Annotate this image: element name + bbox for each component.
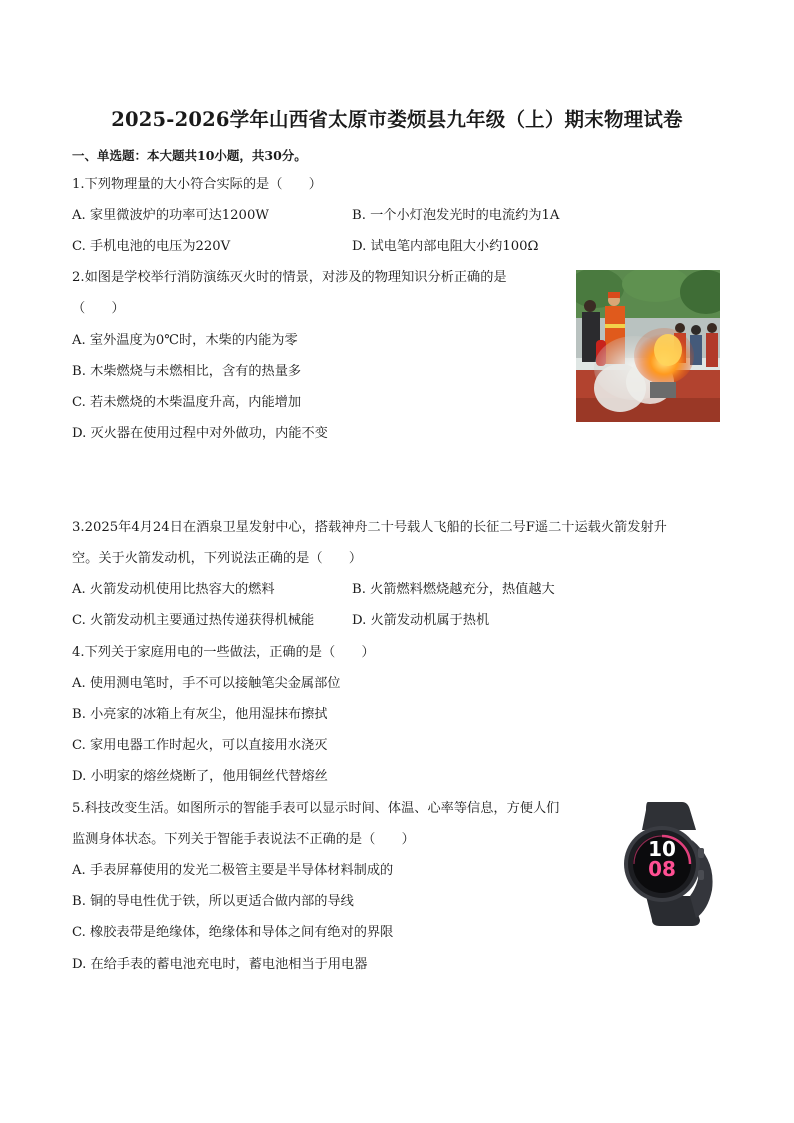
q2-option-d: D. 灭火器在使用过程中对外做功，内能不变 [72, 426, 328, 441]
q3-option-d: D. 火箭发动机属于热机 [352, 613, 490, 628]
q1-option-b: B. 一个小灯泡发光时的电流约为1A [352, 208, 560, 223]
q5-stem-line1: 5.科技改变生活。如图所示的智能手表可以显示时间、体温、心率等信息，方便人们 [72, 801, 560, 816]
q1-option-d: D. 试电笔内部电阻大小约100Ω [352, 239, 539, 254]
fire-drill-photo [576, 270, 720, 422]
q3-option-b: B. 火箭燃料燃烧越充分，热值越大 [352, 582, 555, 597]
q5-option-c: C. 橡胶表带是绝缘体，绝缘体和导体之间有绝对的界限 [72, 925, 394, 940]
q4-option-c: C. 家用电器工作时起火，可以直接用水浇灭 [72, 738, 328, 753]
smart-watch-photo [612, 800, 724, 926]
q5-option-b: B. 铜的导电性优于铁，所以更适合做内部的导线 [72, 894, 354, 909]
q4-stem: 4.下列关于家庭用电的一些做法，正确的是（ ） [72, 645, 375, 660]
q4-option-b: B. 小亮家的冰箱上有灰尘，他用湿抹布擦拭 [72, 707, 328, 722]
q2-option-a: A. 室外温度为0℃时，木柴的内能为零 [72, 333, 298, 348]
page-title: 2025-2026学年山西省太原市娄烦县九年级（上）期末物理试卷 [111, 108, 683, 131]
q5-option-d: D. 在给手表的蓄电池充电时，蓄电池相当于用电器 [72, 957, 368, 972]
q2-option-b: B. 木柴燃烧与未燃相比，含有的热量多 [72, 364, 302, 379]
q1-option-c: C. 手机电池的电压为220V [72, 239, 231, 254]
q1-stem: 1.下列物理量的大小符合实际的是（ ） [72, 177, 322, 192]
watch-hour-text: 10 [648, 837, 676, 861]
q5-stem-line2: 监测身体状态。下列关于智能手表说法不正确的是（ ） [72, 832, 415, 847]
q3-stem-line1: 3.2025年4月24日在酒泉卫星发射中心，搭载神舟二十号载人飞船的长征二号F遥二十运载火箭发射升 [72, 520, 667, 535]
q5-option-a: A. 手表屏幕使用的发光二极管主要是半导体材料制成的 [72, 863, 394, 878]
q2-option-c: C. 若未燃烧的木柴温度升高，内能增加 [72, 395, 302, 410]
watch-minute-text: 08 [648, 857, 676, 881]
q1-option-a: A. 家里微波炉的功率可达1200W [72, 208, 269, 223]
section-heading: 一、单选题：本大题共10小题，共30分。 [72, 148, 307, 163]
q4-option-a: A. 使用测电笔时，手不可以接触笔尖金属部位 [72, 676, 341, 691]
q3-stem-line2: 空。关于火箭发动机，下列说法正确的是（ ） [72, 551, 363, 566]
q2-stem-line1: 2.如图是学校举行消防演练灭火时的情景，对涉及的物理知识分析正确的是 [72, 270, 507, 285]
q3-option-a: A. 火箭发动机使用比热容大的燃料 [72, 582, 275, 597]
q4-option-d: D. 小明家的熔丝烧断了，他用铜丝代替熔丝 [72, 769, 328, 784]
q3-option-c: C. 火箭发动机主要通过热传递获得机械能 [72, 613, 315, 628]
q2-stem-line2: （ ） [72, 301, 125, 316]
